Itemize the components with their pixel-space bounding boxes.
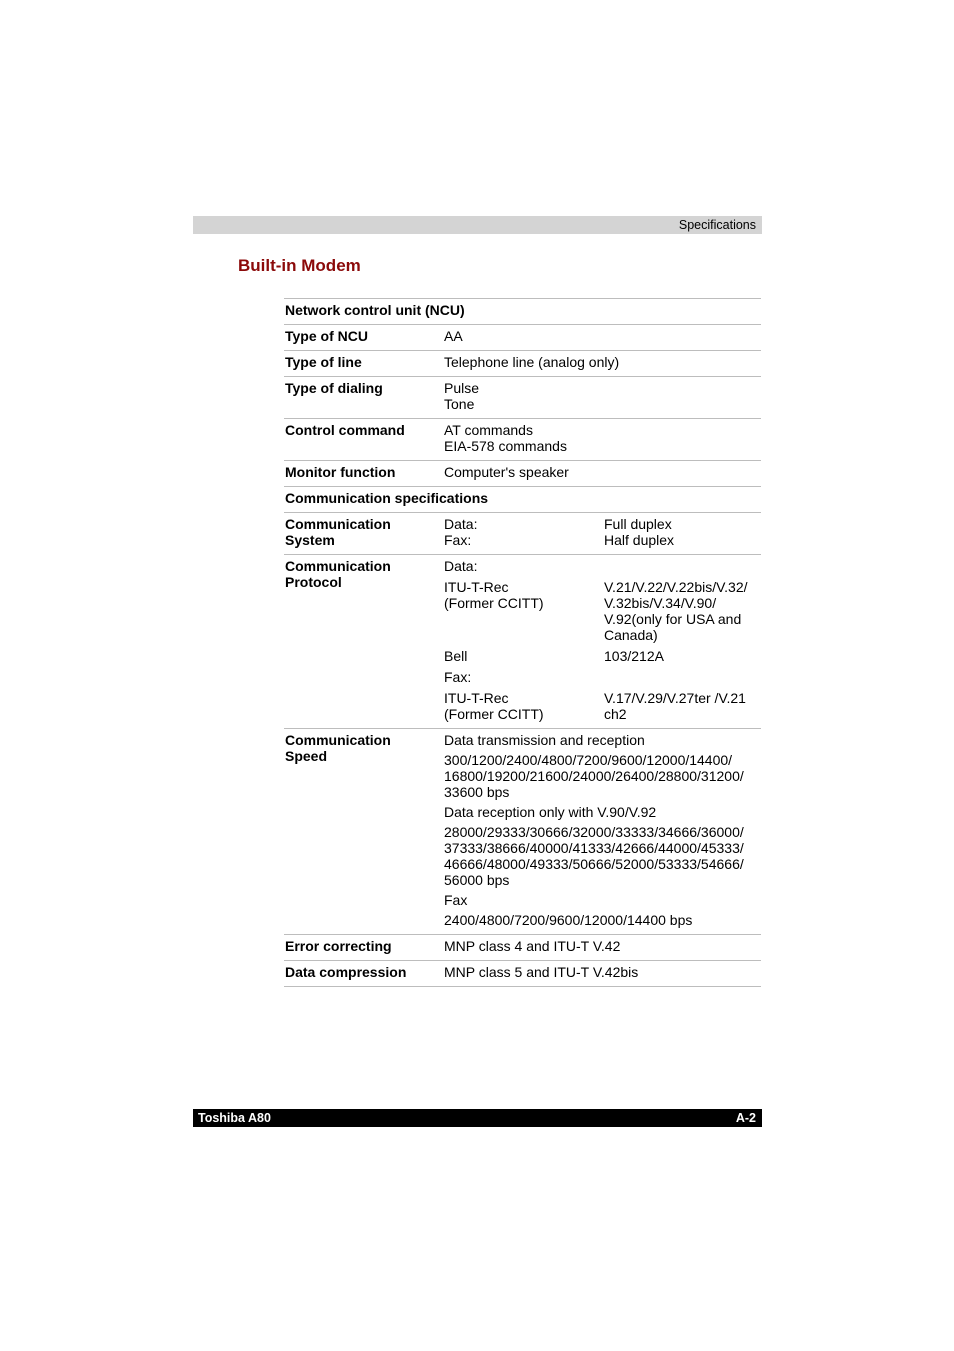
value-line: 37333/38666/40000/41333/42666/44000/45333/ [444,840,744,856]
protocol-itu-value [603,578,761,647]
table-row [284,419,761,461]
protocol-bell-key: Bell [444,648,468,664]
value-line: V.21/V.22/V.22bis/V.32/ [604,579,748,595]
protocol-fax-itu-key [443,689,603,728]
row-label: Error correcting [284,935,443,961]
row-value: AA [443,325,761,351]
speed-txrx-heading: Data transmission and reception [444,732,645,748]
protocol-bell-value: 103/212A [604,648,664,664]
row-label: Monitor function [284,461,443,487]
protocol-fax-heading: Fax: [444,669,472,685]
value-line: V.17/V.29/V.27ter /V.21 [604,690,746,706]
speed-fax-heading: Fax [444,892,468,908]
value-line: AT commands [444,422,533,438]
key-line: ITU-T-Rec [444,690,509,706]
protocol-detail [443,555,761,729]
row-label: Type of NCU [284,325,443,351]
label-line: Communication [285,516,391,532]
key-line: Fax: [444,532,472,548]
value-line: 300/1200/2400/4800/7200/9600/12000/14400/ [444,752,733,768]
label-line: Speed [285,748,328,764]
value-line: Full duplex [604,516,672,532]
speed-fax-value: 2400/4800/7200/9600/12000/14400 bps [444,912,693,928]
value-line: Canada) [604,627,658,643]
row-value: MNP class 5 and ITU-T V.42bis [443,961,761,987]
protocol-data-heading: Data: [444,558,478,574]
row-values [603,513,761,555]
footer-product-name: Toshiba A80 [198,1111,271,1125]
key-line: Data: [444,516,478,532]
value-line: 28000/29333/30666/32000/33333/34666/36000/ [444,824,744,840]
row-label: Type of line [284,351,443,377]
row-value: Computer's speaker [443,461,761,487]
row-keys [443,513,603,555]
table-row [284,513,761,555]
table-row [284,935,761,961]
modem-spec-table [284,298,761,987]
label-line: Communication [285,558,391,574]
protocol-fax-itu-value [603,689,761,728]
speed-detail [443,729,761,935]
section-title: Built-in Modem [238,256,361,275]
value-line: 33600 bps [444,784,510,800]
row-value: Telephone line (analog only) [443,351,761,377]
table-row [284,729,761,935]
label-line: System [285,532,335,548]
table-row [284,299,761,325]
value-line: 56000 bps [444,872,510,888]
row-value [443,419,761,461]
speed-rx-only-values [444,820,760,888]
row-label [284,555,443,729]
row-label: Data compression [284,961,443,987]
value-line: 16800/19200/21600/24000/26400/28800/31200/ [444,768,744,784]
value-line: EIA-578 commands [444,438,567,454]
row-label: Control command [284,419,443,461]
row-value: MNP class 4 and ITU-T V.42 [443,935,761,961]
label-line: Communication [285,732,391,748]
row-value [443,377,761,419]
speed-rx-only-heading: Data reception only with V.90/V.92 [444,804,657,820]
value-line: V.32bis/V.34/V.90/ [604,595,717,611]
protocol-subtable [443,555,761,728]
table-row [284,351,761,377]
running-footer [193,1109,762,1127]
value-line: Half duplex [604,532,675,548]
value-line: Tone [444,396,475,412]
table-row [284,961,761,987]
footer-page-number: A-2 [735,1111,756,1125]
row-label: Type of dialing [284,377,443,419]
value-line: 46666/48000/49333/50666/52000/53333/54666/ [444,856,744,872]
protocol-itu-key [443,578,603,647]
value-line: V.92(only for USA and [604,611,742,627]
running-header [193,216,762,234]
value-line: Pulse [444,380,480,396]
speed-txrx-values [444,748,760,800]
label-line: Protocol [285,574,342,590]
row-label [284,513,443,555]
key-line: (Former CCITT) [444,595,544,611]
table-row [284,325,761,351]
value-line: ch2 [604,706,627,722]
row-label [284,729,443,935]
table-row [284,487,761,513]
key-line: ITU-T-Rec [444,579,509,595]
table-row [284,461,761,487]
key-line: (Former CCITT) [444,706,544,722]
ncu-heading: Network control unit (NCU) [284,299,761,325]
header-section-name: Specifications [678,218,756,232]
table-row [284,555,761,729]
table-row [284,377,761,419]
comm-heading: Communication specifications [284,487,761,513]
